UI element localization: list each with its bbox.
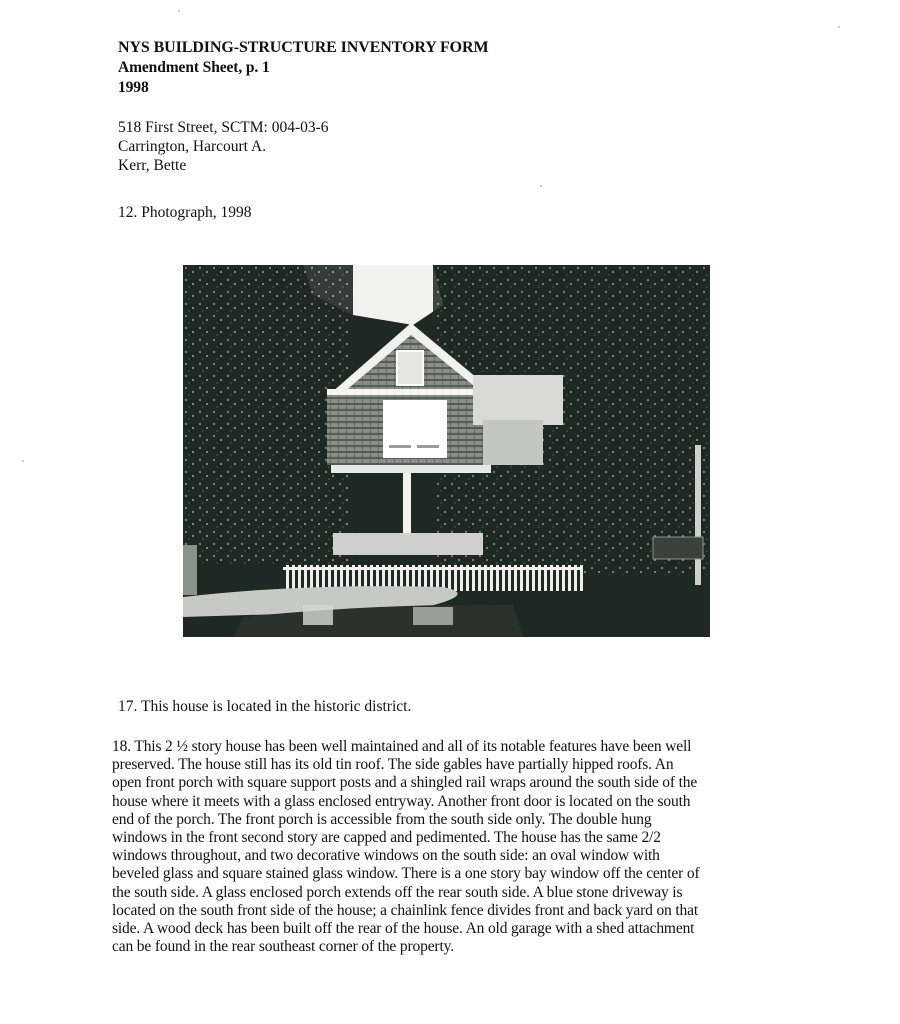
description-line: beveled glass and square stained glass window. There is a one story bay window off the center of bbox=[112, 865, 700, 883]
scan-speck bbox=[22, 460, 24, 462]
description-line: open front porch with square support posts and a shingled rail wraps around the south side of the bbox=[112, 774, 698, 792]
owner-2: Kerr, Bette bbox=[118, 157, 187, 174]
form-header bbox=[118, 38, 488, 98]
description-line: 18. This 2 ½ story house has been well maintained and all of its notable features have been well bbox=[112, 738, 692, 755]
description-line: can be found in the rear southeast corner of the property. bbox=[112, 938, 454, 956]
form-year: 1998 bbox=[118, 79, 149, 96]
form-title: NYS BUILDING-STRUCTURE INVENTORY FORM bbox=[118, 39, 489, 56]
description-line: preserved. The house still has its old tin roof. The side gables have partially hipped roofs. An bbox=[112, 756, 674, 774]
item-17-historic-district: 17. This house is located in the historic district. bbox=[118, 698, 412, 715]
description-line: the south side. A glass enclosed porch extends off the rear south side. A blue stone driveway is bbox=[112, 883, 683, 901]
description-line: windows throughout, and two decorative windows on the south side: an oval window with bbox=[112, 847, 660, 865]
scan-speck bbox=[540, 185, 542, 187]
scan-speck bbox=[178, 10, 180, 12]
description-line: house where it meets with a glass enclosed entryway. Another front door is located on the south bbox=[112, 792, 691, 810]
house-photograph bbox=[183, 265, 710, 637]
photo-caption: 12. Photograph, 1998 bbox=[118, 204, 252, 221]
item-18-description bbox=[112, 738, 802, 956]
form-subtitle: Amendment Sheet, p. 1 bbox=[118, 59, 270, 76]
description-line: windows in the front second story are capped and pedimented. The house has the same 2/2 bbox=[112, 829, 661, 847]
property-info bbox=[118, 118, 329, 175]
scan-speck bbox=[838, 26, 840, 28]
property-address: 518 First Street, SCTM: 004-03-6 bbox=[118, 119, 329, 136]
description-line: end of the porch. The front porch is accessible from the south side only. The double hung bbox=[112, 810, 652, 828]
description-line: side. A wood deck has been built off the rear of the house. An old garage with a shed attachment bbox=[112, 920, 695, 938]
description-line: located on the south front side of the house; a chainlink fence divides front and back yard on that bbox=[112, 901, 699, 919]
owner-1: Carrington, Harcourt A. bbox=[118, 138, 267, 155]
